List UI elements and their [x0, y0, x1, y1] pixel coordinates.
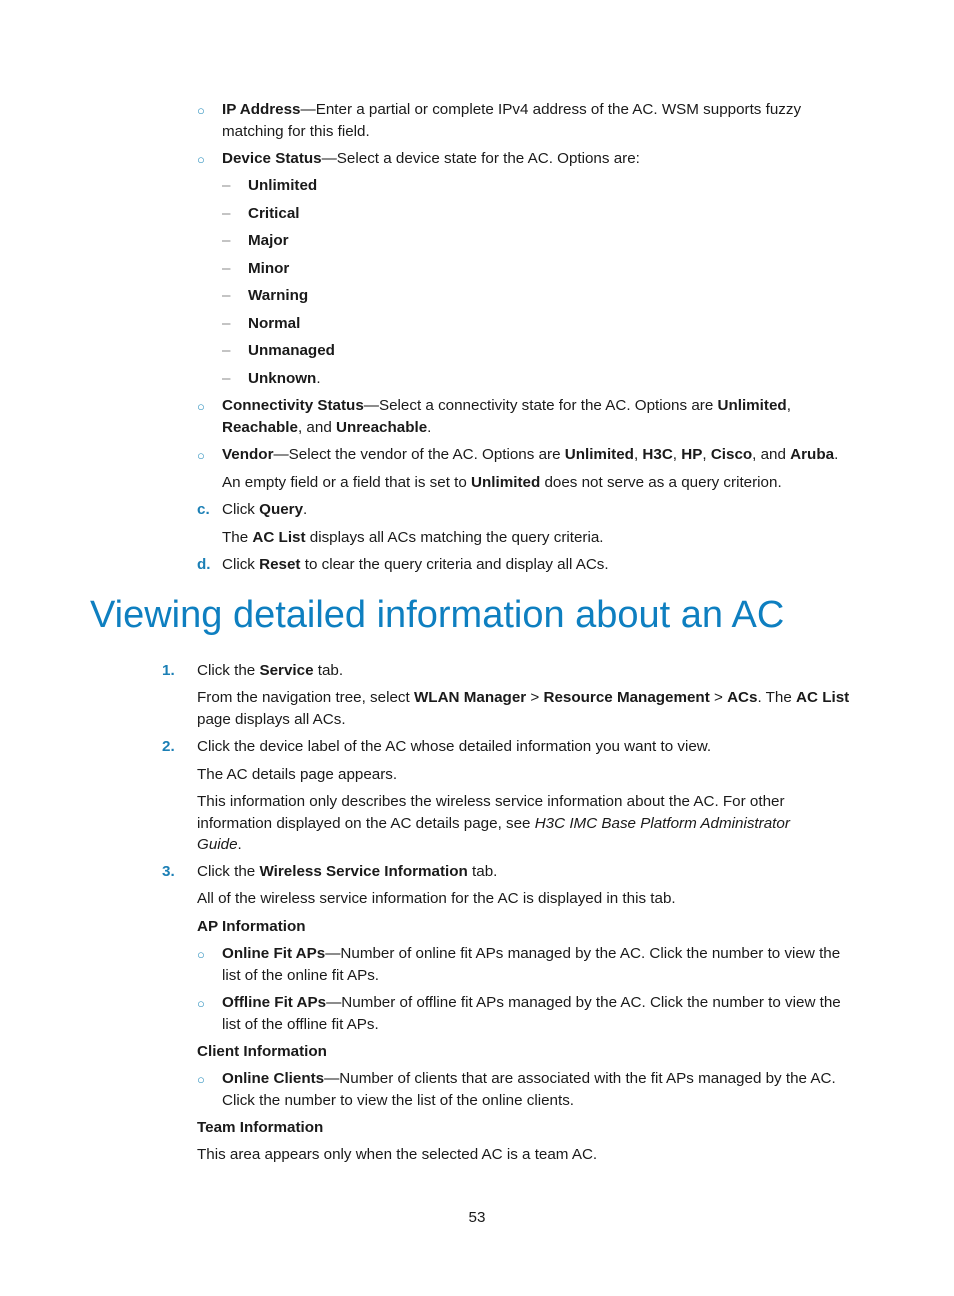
reference-guide-title: H3C IMC Base Platform Administrator Guide	[197, 814, 790, 853]
vendor-desc: —Select the vendor of the AC. Options are	[273, 446, 565, 463]
service-tab-label: Service	[259, 662, 314, 679]
ip-address-desc: —Enter a partial or complete IPv4 address of the AC. WSM supports fuzzy matching for this field.	[222, 101, 802, 140]
offline-fit-aps-desc: —Number of offline fit APs managed by the AC. Click the number to view the list of the offline fit APs.	[222, 994, 841, 1033]
online-fit-aps-item	[222, 943, 862, 986]
step-3	[197, 861, 497, 883]
option-unknown-line: Unknown.	[248, 370, 321, 387]
vendor-opt-aruba: Aruba	[790, 446, 835, 463]
vendor-opt-unlimited: Unlimited	[564, 446, 634, 463]
step-c-note-post: displays all ACs matching the query criteria.	[305, 529, 604, 546]
step-2: Click the device label of the AC whose detailed information you want to view.	[197, 738, 712, 755]
online-clients-item	[222, 1068, 862, 1111]
connectivity-status-item: Connectivity Status—Select a connectivity state for the AC. Options are Unlimited, Reachable, and Unreachable.	[222, 397, 791, 436]
step-1-pre: Click the	[197, 662, 260, 679]
resource-management-label: Resource Management	[543, 689, 710, 706]
vendor-opt-h3c: H3C	[642, 446, 673, 463]
dash-icon: –	[222, 315, 231, 332]
vendor-opt-hp: HP	[681, 446, 703, 463]
option-normal: Normal	[248, 315, 301, 332]
conn-opt-unreachable: Unreachable	[335, 418, 428, 436]
step-c-note	[222, 527, 604, 549]
offline-fit-aps-term: Offline Fit APs	[222, 994, 327, 1011]
page-number: 53	[468, 1209, 486, 1226]
step-c: Click Query.	[222, 501, 308, 518]
bullet-icon: ○	[197, 1072, 205, 1087]
section-heading: Viewing detailed information about an AC	[90, 594, 785, 636]
step-d-post: to clear the query criteria and display all ACs.	[300, 556, 609, 573]
connectivity-status-term: Connectivity Status	[222, 397, 364, 414]
separator: >	[709, 689, 728, 706]
step-2-note-1: The AC details page appears.	[197, 766, 398, 783]
device-status-item	[222, 148, 852, 170]
step-3-pre: Click the	[197, 863, 260, 880]
option-major: Major	[248, 232, 289, 249]
client-information-title: Client Information	[197, 1043, 327, 1060]
step-1-note	[197, 687, 857, 730]
acs-label: ACs	[727, 689, 758, 706]
wireless-service-info-tab-label: Wireless Service Information	[259, 863, 468, 880]
option-warning: Warning	[248, 287, 309, 304]
online-fit-aps-term: Online Fit APs	[222, 945, 326, 962]
team-information-title: Team Information	[197, 1119, 324, 1136]
option-minor: Minor	[248, 260, 290, 277]
option-unmanaged: Unmanaged	[248, 342, 335, 359]
team-information-note: This area appears only when the selected AC is a team AC.	[197, 1146, 598, 1163]
vendor-item: Vendor—Select the vendor of the AC. Options are Unlimited, H3C, HP, Cisco, and Aruba.	[222, 446, 839, 463]
step-d-pre: Click	[222, 556, 260, 573]
step-1-note-i: page displays all ACs.	[197, 710, 346, 728]
device-status-term: Device Status	[222, 150, 322, 167]
bullet-icon: ○	[197, 448, 205, 463]
step-2-marker: 2.	[162, 738, 175, 755]
step-3-marker: 3.	[162, 863, 175, 880]
step-1-post: tab.	[313, 662, 344, 679]
bullet-icon: ○	[197, 399, 205, 414]
bullet-icon: ○	[197, 103, 205, 118]
step-1-note-a: From the navigation tree, select	[197, 689, 414, 706]
step-1	[197, 660, 343, 682]
option-unlimited: Unlimited	[248, 177, 318, 194]
conn-opt-unlimited: Unlimited	[717, 397, 787, 414]
step-3-note: All of the wireless service information for the AC is displayed in this tab.	[197, 890, 676, 907]
vendor-term: Vendor	[222, 446, 274, 463]
dash-icon: –	[222, 370, 231, 387]
ac-list-label: AC List	[796, 689, 850, 706]
step-d-marker: d.	[197, 556, 211, 573]
dash-icon: –	[222, 260, 231, 277]
dash-icon: –	[222, 287, 231, 304]
step-d	[222, 554, 609, 576]
step-1-marker: 1.	[162, 662, 175, 679]
step-c-note-pre: The	[222, 529, 253, 546]
option-critical: Critical	[248, 205, 300, 222]
step-c-marker: c.	[197, 501, 210, 518]
offline-fit-aps-item	[222, 992, 862, 1035]
wlan-manager-label: WLAN Manager	[413, 689, 527, 706]
online-clients-term: Online Clients	[222, 1070, 325, 1087]
ap-information-title: AP Information	[197, 918, 306, 935]
empty-note-pre: An empty field or a field that is set to	[222, 474, 472, 491]
empty-field-note	[222, 472, 782, 494]
conn-opt-reachable: Reachable	[222, 418, 298, 436]
online-clients-desc: —Number of clients that are associated with the fit APs managed by the AC. Click the number to view the list of the online clients.	[222, 1070, 836, 1109]
ip-address-term: IP Address	[222, 101, 301, 118]
query-label: Query	[259, 501, 304, 518]
step-2-note-2	[197, 791, 837, 856]
reset-label: Reset	[259, 556, 301, 573]
dash-icon: –	[222, 232, 231, 249]
ip-address-item	[222, 99, 822, 142]
online-fit-aps-desc: —Number of online fit APs managed by the AC. Click the number to view the list of the online fit APs.	[222, 945, 841, 984]
dash-icon: –	[222, 177, 231, 194]
bullet-icon: ○	[197, 152, 205, 167]
step-3-post: tab.	[467, 863, 498, 880]
empty-note-post: does not serve as a query criterion.	[540, 474, 782, 491]
vendor-opt-cisco: Cisco	[710, 446, 753, 463]
bullet-icon: ○	[197, 996, 205, 1011]
empty-note-bold: Unlimited	[471, 474, 541, 491]
option-unknown: Unknown	[248, 370, 317, 387]
step-1-note-g: . The	[757, 689, 797, 706]
separator: >	[526, 689, 544, 706]
step-2-note-2-post: .	[237, 836, 242, 853]
connectivity-status-desc: —Select a connectivity state for the AC. Options are	[363, 397, 718, 414]
ac-list-label: AC List	[252, 529, 306, 546]
step-c-pre: Click	[222, 501, 260, 518]
step-2-note-2-pre: This information only describes the wireless service information about the AC. For other information displayed on the AC details page, see	[197, 793, 785, 832]
device-status-desc: —Select a device state for the AC. Options are:	[321, 150, 640, 167]
dash-icon: –	[222, 205, 231, 222]
bullet-icon: ○	[197, 947, 205, 962]
dash-icon: –	[222, 342, 231, 359]
